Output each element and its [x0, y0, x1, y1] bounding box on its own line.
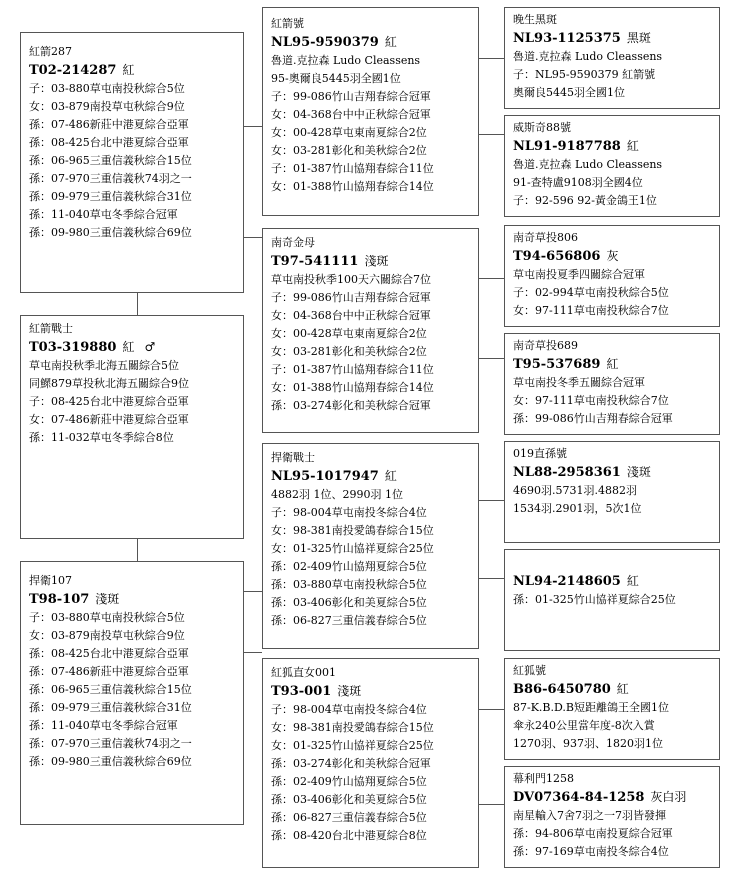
ring-number: T98-107 — [29, 592, 90, 607]
bird-name: 捍衛107 — [29, 574, 72, 587]
feather-color: 淺斑 — [95, 592, 120, 606]
ring-number-line — [513, 463, 711, 482]
ring-number-line — [271, 682, 470, 701]
bird-name: 019直孫號 — [513, 447, 567, 460]
record-line: 87-K.B.D.B短距離鴿王全國1位 — [513, 701, 670, 714]
record-line: 傘永240公里當年度-8次入賞 — [513, 719, 655, 732]
feather-color: 黑斑 — [626, 31, 651, 45]
record-line: 孫：07-970三重信義秋74羽之一 — [29, 737, 192, 750]
bird-name: 威斯奇88號 — [513, 121, 571, 134]
record-line: 4690羽.5731羽.4882羽 — [513, 484, 637, 497]
pedigree-box-fmm — [504, 333, 720, 435]
bird-name: 幕利門1258 — [513, 772, 574, 785]
connector — [244, 126, 262, 127]
record-line: 女：01-388竹山協翔春綜合14位 — [271, 381, 434, 394]
ring-number-line — [513, 572, 711, 591]
record-line: 孫：09-979三重信義秋綜合31位 — [29, 701, 192, 714]
connector — [479, 804, 504, 805]
ring-number-line — [271, 33, 470, 52]
record-line: 女：03-281彰化和美秋綜合2位 — [271, 345, 427, 358]
ring-number-line — [29, 338, 235, 357]
record-line: 子：98-004草屯南投冬綜合4位 — [271, 506, 427, 519]
bird-name: 晚生黑斑 — [513, 13, 557, 26]
record-line: 孫：07-486新莊中港夏綜合亞軍 — [29, 118, 189, 131]
record-line: 魯道.克拉森 Ludo Cleassens — [271, 54, 421, 67]
pedigree-box-father — [20, 32, 244, 293]
record-line: 女：04-368台中中正秋綜合冠軍 — [271, 309, 431, 322]
feather-color: 紅 — [606, 357, 619, 371]
record-line: 孫：06-965三重信義秋綜合15位 — [29, 154, 192, 167]
record-line: 1270羽、937羽、1820羽1位 — [513, 737, 663, 750]
pedigree-box-mmf — [504, 658, 720, 760]
record-line: 女：03-879南投草屯秋綜合9位 — [29, 629, 185, 642]
record-line: 孫：03-880草屯南投秋綜合5位 — [271, 578, 427, 591]
record-line: 女：01-325竹山協祥夏綜合25位 — [271, 739, 434, 752]
connector — [137, 292, 138, 316]
pedigree-box-father-dam — [262, 228, 479, 433]
feather-color: 紅 — [384, 35, 397, 49]
pedigree-box-mmm — [504, 766, 720, 868]
feather-color: 淺斑 — [364, 254, 389, 268]
record-line: 孫：02-409竹山協翔夏綜合5位 — [271, 560, 427, 573]
record-line: 孫：11-040草屯冬季綜合冠軍 — [29, 208, 178, 221]
record-line: 女：03-879南投草屯秋綜合9位 — [29, 100, 185, 113]
pedigree-box-fmf — [504, 225, 720, 327]
bird-name: 紅箭287 — [29, 45, 72, 58]
record-line: 孫：99-086竹山吉翔春綜合冠軍 — [513, 412, 673, 425]
ring-number-line — [29, 590, 235, 609]
record-line: 孫：09-980三重信義秋綜合69位 — [29, 226, 192, 239]
record-line: 南星輸入7舍7羽之一7羽皆發揮 — [513, 809, 666, 822]
connector — [479, 500, 504, 501]
pedigree-box-mother-dam — [262, 658, 479, 868]
ring-number-line — [513, 29, 711, 48]
bird-name: 紅箭戰士 — [29, 322, 73, 335]
feather-color: 紅 — [626, 139, 639, 153]
record-line: 孫：03-406彰化和美夏綜合5位 — [271, 596, 427, 609]
feather-color: 淺斑 — [626, 465, 651, 479]
record-line: 子：08-425台北中港夏綜合亞軍 — [29, 395, 189, 408]
ring-number-line — [513, 137, 711, 156]
record-line: 同鰥879草投秋北海五關綜合9位 — [29, 377, 189, 390]
connector — [244, 237, 262, 238]
ring-number-line — [271, 252, 470, 271]
record-line: 女：98-381南投愛鴿春綜合15位 — [271, 524, 434, 537]
record-line: 草屯南投秋季北海五關綜合5位 — [29, 359, 179, 372]
record-line: 女：98-381南投愛鴿春綜合15位 — [271, 721, 434, 734]
record-line: 子：01-387竹山協翔春綜合11位 — [271, 162, 434, 175]
feather-color: 紅 — [384, 469, 397, 483]
ring-number-line — [513, 680, 711, 699]
record-line: 子：03-880草屯南投秋綜合5位 — [29, 82, 185, 95]
record-line: 草屯南投夏季四關綜合冠軍 — [513, 268, 645, 281]
ring-number: T93-001 — [271, 684, 332, 699]
bird-name: 紅箭號 — [271, 17, 304, 30]
record-line: 4882羽 1位、2990羽 1位 — [271, 488, 403, 501]
record-line: 孫：94-806草屯南投夏綜合冠軍 — [513, 827, 673, 840]
record-line: 女：03-281彰化和美秋綜合2位 — [271, 144, 427, 157]
ring-number-line — [29, 61, 235, 80]
record-line: 女：97-111草屯南投秋綜合7位 — [513, 304, 669, 317]
record-line: 子：99-086竹山吉翔春綜合冠軍 — [271, 291, 431, 304]
record-line: 孫：03-274彰化和美秋綜合冠軍 — [271, 399, 431, 412]
record-line: 孫：01-325竹山協祥夏綜合25位 — [513, 593, 676, 606]
record-line: 孫：06-965三重信義秋綜合15位 — [29, 683, 192, 696]
pedigree-box-subject — [20, 315, 244, 539]
record-line: 魯道.克拉森 Ludo Cleassens — [513, 50, 663, 63]
pedigree-box-mother — [20, 561, 244, 825]
record-line: 孫：09-980三重信義秋綜合69位 — [29, 755, 192, 768]
ring-number-line — [513, 247, 711, 266]
record-line: 孫：06-827三重信義春綜合5位 — [271, 811, 427, 824]
record-line: 孫：08-425台北中港夏綜合亞軍 — [29, 136, 189, 149]
ring-number: T97-541111 — [271, 254, 359, 269]
feather-color: 淺斑 — [337, 684, 362, 698]
record-line: 女：97-111草屯南投秋綜合7位 — [513, 394, 669, 407]
record-line: 孫：07-486新莊中港夏綜合亞軍 — [29, 665, 189, 678]
ring-number: DV07364-84-1258 — [513, 790, 645, 805]
feather-color: 灰 — [606, 249, 619, 263]
record-line: 子：99-086竹山吉翔春綜合冠軍 — [271, 90, 431, 103]
connector — [479, 578, 504, 579]
bird-name: 南奇草投689 — [513, 339, 578, 352]
pedigree-box-father-sire — [262, 7, 479, 216]
ring-number: T95-537689 — [513, 357, 601, 372]
pedigree-box-fff — [504, 7, 720, 109]
record-line: 孫：03-274彰化和美秋綜合冠軍 — [271, 757, 431, 770]
record-line: 草屯南投冬季五關綜合冠軍 — [513, 376, 645, 389]
record-line: 子：NL95-9590379 紅箭號 — [513, 68, 656, 81]
connector — [479, 278, 504, 279]
record-line: 1534羽.2901羽，5次1位 — [513, 502, 642, 515]
record-line: 子：98-004草屯南投冬綜合4位 — [271, 703, 427, 716]
ring-number: NL93-1125375 — [513, 31, 621, 46]
ring-number: B86-6450780 — [513, 682, 611, 697]
record-line: 孫：07-970三重信義秋74羽之一 — [29, 172, 192, 185]
ring-number: NL88-2958361 — [513, 465, 621, 480]
record-line: 95-奧爾良5445羽全國1位 — [271, 72, 401, 85]
record-line: 孫：08-420台北中港夏綜合8位 — [271, 829, 427, 842]
pedigree-box-ffm — [504, 115, 720, 217]
ring-number: T03-319880 — [29, 340, 117, 355]
connector — [479, 358, 504, 359]
feather-color: 紅 — [122, 340, 135, 354]
record-line: 孫：97-169草屯南投冬綜合4位 — [513, 845, 669, 858]
ring-number: T02-214287 — [29, 63, 117, 78]
connector — [137, 538, 138, 562]
record-line: 女：01-388竹山協翔春綜合14位 — [271, 180, 434, 193]
record-line: 孫：02-409竹山協翔夏綜合5位 — [271, 775, 427, 788]
record-line: 女：01-325竹山協祥夏綜合25位 — [271, 542, 434, 555]
record-line: 子：02-994草屯南投秋綜合5位 — [513, 286, 669, 299]
ring-number: NL95-9590379 — [271, 35, 379, 50]
record-line: 子：01-387竹山協翔春綜合11位 — [271, 363, 434, 376]
connector — [479, 134, 504, 135]
record-line: 孫：06-827三重信義春綜合5位 — [271, 614, 427, 627]
bird-name: 南奇草投806 — [513, 231, 578, 244]
bird-name: 紅狐直女001 — [271, 666, 336, 679]
record-line: 奧爾良5445羽全國1位 — [513, 86, 625, 99]
ring-number: NL94-2148605 — [513, 574, 621, 589]
record-line: 女：04-368台中中正秋綜合冠軍 — [271, 108, 431, 121]
connector — [244, 591, 262, 592]
connector — [479, 58, 504, 59]
feather-color: 灰白羽 — [650, 790, 687, 804]
feather-color: 紅 — [616, 682, 629, 696]
ring-number-line — [513, 355, 711, 374]
bird-name: 捍衛戰士 — [271, 451, 315, 464]
pedigree-box-mfm — [504, 549, 720, 651]
ring-number-line — [513, 788, 711, 807]
connector — [479, 709, 504, 710]
record-line: 子：92-596 92-黃金鴿王1位 — [513, 194, 657, 207]
bird-name: 紅狐號 — [513, 664, 546, 677]
record-line: 魯道.克拉森 Ludo Cleassens — [513, 158, 663, 171]
record-line: 草屯南投秋季100天六關綜合7位 — [271, 273, 431, 286]
pedigree-box-mother-sire — [262, 443, 479, 649]
record-line: 孫：09-979三重信義秋綜合31位 — [29, 190, 192, 203]
bird-name: 南奇金母 — [271, 236, 315, 249]
feather-color: 紅 — [626, 574, 639, 588]
record-line: 91-查特盧9108羽全國4位 — [513, 176, 643, 189]
pedigree-box-mff — [504, 441, 720, 543]
sex-symbol: ♂ — [144, 340, 156, 354]
ring-number: NL95-1017947 — [271, 469, 379, 484]
record-line: 女：00-428草屯東南夏綜合2位 — [271, 327, 427, 340]
record-line: 孫：03-406彰化和美夏綜合5位 — [271, 793, 427, 806]
record-line: 孫：11-040草屯冬季綜合冠軍 — [29, 719, 178, 732]
record-line: 女：00-428草屯東南夏綜合2位 — [271, 126, 427, 139]
record-line: 孫：11-032草屯冬季綜合8位 — [29, 431, 174, 444]
record-line: 子：03-880草屯南投秋綜合5位 — [29, 611, 185, 624]
record-line: 孫：08-425台北中港夏綜合亞軍 — [29, 647, 189, 660]
record-line: 女：07-486新莊中港夏綜合亞軍 — [29, 413, 189, 426]
feather-color: 紅 — [122, 63, 135, 77]
ring-number: NL91-9187788 — [513, 139, 621, 154]
ring-number-line — [271, 467, 470, 486]
ring-number: T94-656806 — [513, 249, 601, 264]
connector — [244, 652, 262, 653]
